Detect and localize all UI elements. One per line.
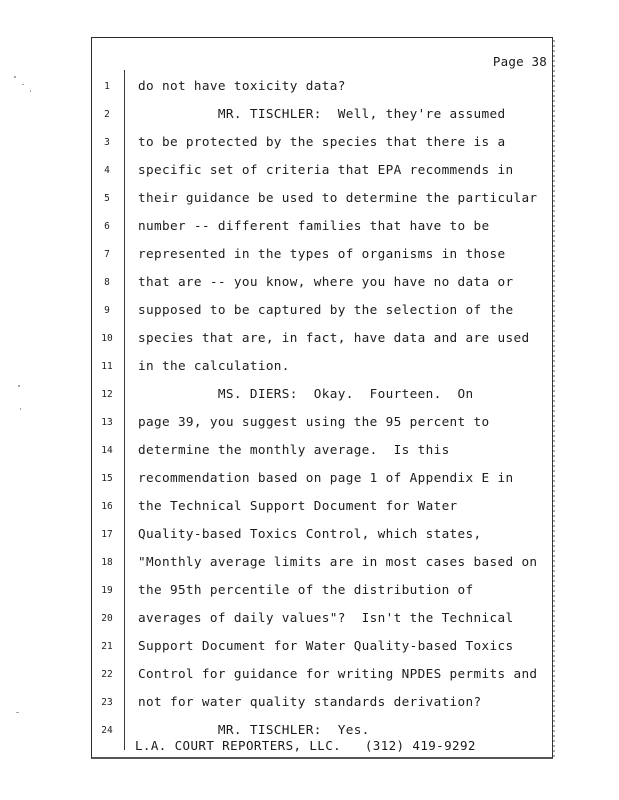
line-number: 3 (104, 137, 110, 148)
page-number: Page 38 (492, 54, 547, 69)
transcript-line: not for water quality standards derivation? (138, 694, 482, 709)
scan-speck (18, 385, 20, 387)
line-number: 18 (101, 557, 113, 568)
line-number: 9 (104, 305, 110, 316)
transcript-line: Quality-based Toxics Control, which states, (138, 526, 482, 541)
transcript-line: averages of daily values"? Isn't the Technical (138, 610, 514, 625)
line-number: 23 (101, 697, 113, 708)
transcript-line: MR. TISCHLER: Yes. (138, 722, 370, 737)
transcript-line: MR. TISCHLER: Well, they're assumed (138, 106, 506, 121)
transcript-line: in the calculation. (138, 358, 290, 373)
transcript-line: the Technical Support Document for Water (138, 498, 458, 513)
scan-speck (20, 408, 21, 410)
transcript-line: "Monthly average limits are in most cases based on (138, 554, 538, 569)
transcript-line: determine the monthly average. Is this (138, 442, 450, 457)
scan-speck (30, 90, 31, 92)
transcript-line: MS. DIERS: Okay. Fourteen. On (138, 386, 474, 401)
transcript-line: do not have toxicity data? (138, 78, 346, 93)
scan-speck (16, 712, 19, 713)
transcript-line: specific set of criteria that EPA recommends in (138, 162, 514, 177)
line-number: 2 (104, 109, 110, 120)
transcript-line: the 95th percentile of the distribution of (138, 582, 474, 597)
line-number: 6 (104, 221, 110, 232)
transcript-line: represented in the types of organisms in those (138, 246, 506, 261)
line-number: 8 (104, 277, 110, 288)
line-number: 19 (101, 585, 113, 596)
line-number: 17 (101, 529, 113, 540)
line-number: 13 (101, 417, 113, 428)
transcript-line: to be protected by the species that there is a (138, 134, 506, 149)
transcript-line: Control for guidance for writing NPDES permits and (138, 666, 538, 681)
transcript-line: recommendation based on page 1 of Appendix E in (138, 470, 514, 485)
line-number: 14 (101, 445, 113, 456)
transcript-line: their guidance be used to determine the particular (138, 190, 538, 205)
court-reporter-footer: L.A. COURT REPORTERS, LLC. (312) 419-9292 (135, 738, 476, 753)
line-number: 12 (101, 389, 113, 400)
line-number: 11 (101, 361, 113, 372)
transcript-line: page 39, you suggest using the 95 percent to (138, 414, 490, 429)
transcript-line: species that are, in fact, have data and are used (138, 330, 530, 345)
line-number: 4 (104, 165, 110, 176)
line-number: 21 (101, 641, 113, 652)
line-number: 10 (101, 333, 113, 344)
line-number: 1 (104, 81, 110, 92)
transcript-line: Support Document for Water Quality-based Toxics (138, 638, 514, 653)
line-number-margin-rule (124, 70, 125, 750)
scan-edge-artifact (553, 40, 555, 760)
scan-speck (14, 76, 16, 78)
scan-speck (22, 84, 24, 85)
line-number: 7 (104, 249, 110, 260)
line-number: 5 (104, 193, 110, 204)
line-number: 16 (101, 501, 113, 512)
line-number: 20 (101, 613, 113, 624)
line-number: 24 (101, 725, 113, 736)
line-number: 15 (101, 473, 113, 484)
transcript-line: supposed to be captured by the selection of the (138, 302, 514, 317)
transcript-line: number -- different families that have to be (138, 218, 490, 233)
transcript-line: that are -- you know, where you have no data or (138, 274, 514, 289)
line-number: 22 (101, 669, 113, 680)
